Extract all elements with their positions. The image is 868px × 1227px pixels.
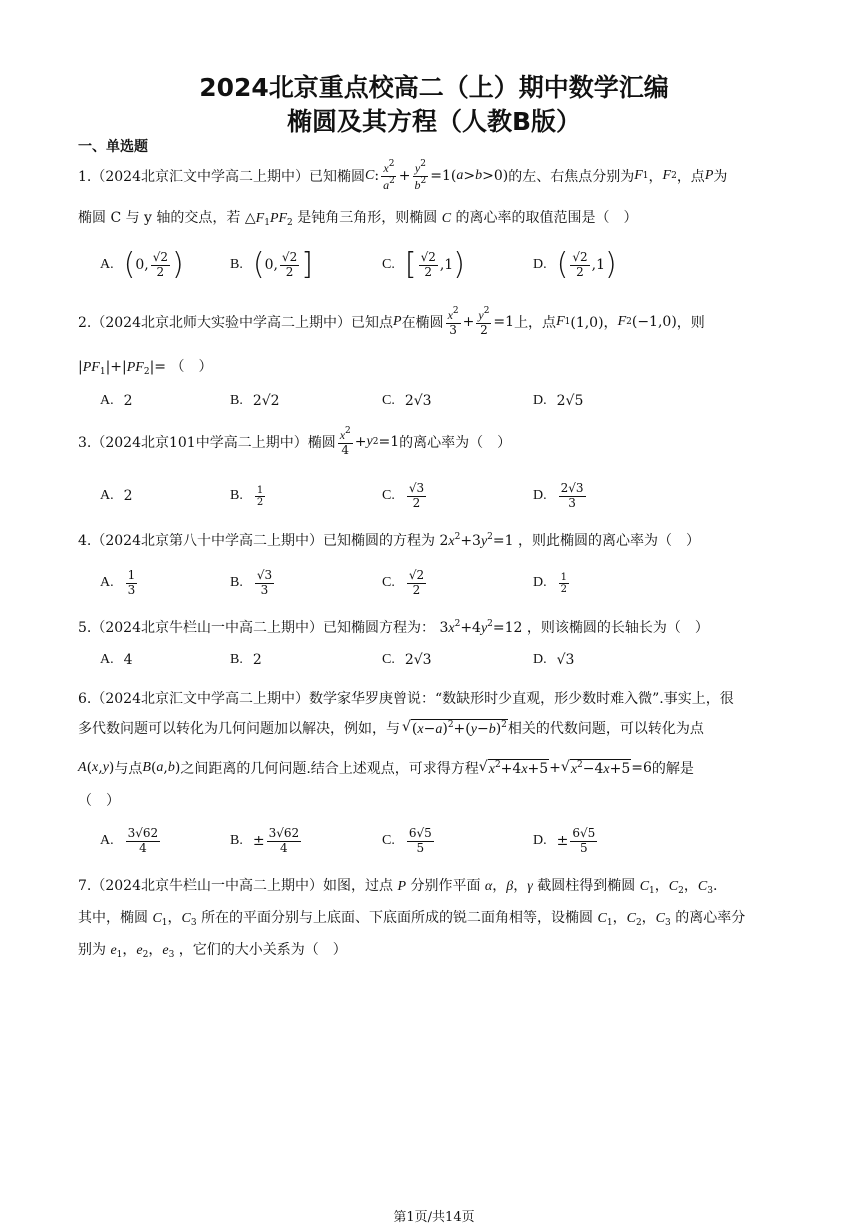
q7-text-c: 截圆柱得到椭圆 <box>537 878 636 894</box>
q2-text-a: 2.（2024北京北师大实验中学高二上期中）已知点 <box>78 315 393 331</box>
q1-point-p: P <box>704 168 714 183</box>
option-d: D. ( $\frac{√2}{2}$ ,1 ) <box>533 247 617 282</box>
q5-text-b: ，则该椭圆的长轴长为（ ） <box>526 620 709 636</box>
question-6-line-3: A ( x , y ) 与点 B ( a , b ) 之间距离的几何问题.结合上述观点，可求得方程 √ $x^2+4x+5$ + √ $x^2-4x+5$ =6 的解是 <box>78 758 694 777</box>
question-2-line-1: 2.（2024北京北师大实验中学高二上期中）已知点 P 在椭圆 $\frac{x^2}{3}$ + $\frac{y^2}{2}$ =1 上，点 F 1 (1,0)， F 2 (−1,0) ，则 <box>78 306 705 337</box>
question-7-line-2: 其中，椭圆 $C_1$，$C_3$ 所在的平面分别与上底面、下底面所成的锐二面角相等，设椭圆 $C_1$，$C_2$，$C_3$ 的离心率分 <box>78 910 746 928</box>
q7-text-h: ，它们的大小关系为（ ） <box>178 942 347 958</box>
question-6-options: A. $\frac{3√62}{4}$ B. ± $\frac{3√62}{4}$ C. $\frac{6√5}{5}$ D. ± $\frac{6√5}{5}$ <box>100 826 596 855</box>
q7-text-e: 所在的平面分别与上底面、下底面所成的锐二面角相等，设椭圆 <box>201 910 594 926</box>
q7-text-b: 分别作平面 <box>410 878 481 894</box>
q7-text-d: 其中，椭圆 <box>78 910 148 926</box>
question-1-line-2: 椭圆 C 与 y 轴的交点，若 $\triangle F_1PF_2$ 是钝角三角形，则椭圆 C 的离心率的取值范围是（ ） <box>78 210 638 228</box>
q6-text-a: 多代数问题可以转化为几何问题加以解决，例如，与 <box>78 721 400 737</box>
q4-text-a: 4.（2024北京第八十中学高二上期中）已知椭圆的方程为 <box>78 533 435 549</box>
option-b: B. ( 0, $\frac{√2}{2}$ ] <box>230 247 313 282</box>
question-2-options: A. 2 B. 2√2 C. 2√3 D. 2√5 <box>100 393 584 409</box>
q1-text-c: ，点 <box>676 169 705 185</box>
q1-text-b: 的左、右焦点分别为 <box>508 169 635 185</box>
section-heading: 一、单选题 <box>78 139 148 155</box>
q6-text-e: 的解是 <box>651 761 694 777</box>
q6-text-c: 与点 <box>114 761 143 777</box>
q2-text-c: 上，点 <box>514 315 557 331</box>
document-subtitle: 椭圆及其方程（人教B版） <box>286 107 582 136</box>
q6-text-b: 相关的代数问题，可以转化为点 <box>507 721 704 737</box>
q7-text-f: 的离心率分 <box>675 910 746 926</box>
option-a: A. ( 0, $\frac{√2}{2}$ ) <box>100 247 184 282</box>
q1-text-d: 为 <box>713 169 728 185</box>
q1-text-g: 的离心率的取值范围是（ ） <box>455 210 638 226</box>
question-2-line-2: $|PF_1|+|PF_2|=$ （ ） <box>78 359 213 377</box>
question-5-line-1: 5.（2024北京牛栏山一中高二上期中）已知椭圆方程为： $3x^2+4y^2=12$ ，则该椭圆的长轴长为（ ） <box>78 619 709 636</box>
question-6-line-2: 多代数问题可以转化为几何问题加以解决，例如，与 √ $(x-a)^2+(y-b)^2$ 相关的代数问题，可以转化为点 <box>78 718 704 737</box>
q1-text-a: 1.（2024北京汇文中学高二上期中）已知椭圆 <box>78 169 365 185</box>
q2-text-e: （ ） <box>170 359 213 375</box>
document-title: 2024北京重点校高二（上）期中数学汇编 <box>199 73 669 102</box>
question-7-line-3: 别为 $e_1$，$e_2$，$e_3$ ，它们的大小关系为（ ） <box>78 942 347 960</box>
option-c: C. [ $\frac{√2}{2}$ ,1 ) <box>382 247 465 282</box>
question-1-line-1: 1.（2024北京汇文中学高二上期中）已知椭圆 C : $\frac{x^2}{a^2}$ + $\frac{y^2}{b^2}$ =1( a > b >0) 的左、右焦点分别为 F 1 ， F 2 ，点 P 为 <box>78 159 728 192</box>
q3-text-b: 的离心率为（ ） <box>399 435 512 451</box>
question-7-line-1: 7.（2024北京牛栏山一中高二上期中）如图，过点 P 分别作平面 α，β，γ 截圆柱得到椭圆 $C_1$，$C_2$，$C_3$. <box>78 878 718 896</box>
question-3-line-1: 3.（2024北京101中学高二上期中）椭圆 $\frac{x^2}{4}$ + y 2 =1 的离心率为（ ） <box>78 426 512 457</box>
page-footer: 第1页/共14页 <box>393 1210 475 1225</box>
question-4-line-1: 4.（2024北京第八十中学高二上期中）已知椭圆的方程为 $2x^2+3y^2=1$ ，则此椭圆的离心率为（ ） <box>78 532 700 549</box>
q7-text-g: 别为 <box>78 942 106 958</box>
q6-text-d: 之间距离的几何问题.结合上述观点，可求得方程 <box>180 761 479 777</box>
question-3-options: A. 2 B. $\frac{1}{2}$ C. $\frac{√3}{2}$ D. $\frac{2√3}{3}$ <box>100 481 584 510</box>
question-6-line-4: （ ） <box>78 793 120 809</box>
q3-text-a: 3.（2024北京101中学高二上期中）椭圆 <box>78 435 336 451</box>
question-5-options: A. 4 B. 2 C. 2√3 D. √3 <box>100 652 575 668</box>
q4-text-b: ，则此椭圆的离心率为（ ） <box>518 533 700 549</box>
q1-text-f: 是钝角三角形，则椭圆 <box>297 210 438 226</box>
question-1-options <box>100 244 800 286</box>
q2-text-d: ，则 <box>676 315 705 331</box>
question-4-options: A. $\frac{1}{3}$ B. $\frac{√3}{3}$ C. $\frac{√2}{2}$ D. $\frac{1}{2}$ <box>100 568 567 597</box>
question-6-line-1: 6.（2024北京汇文中学高二上期中）数学家华罗庚曾说：“数缺形时少直观，形少数时难入微”.事实上，很 <box>78 691 734 707</box>
q7-text-a: 7.（2024北京牛栏山一中高二上期中）如图，过点 <box>78 878 393 894</box>
q5-text-a: 5.（2024北京牛栏山一中高二上期中）已知椭圆方程为： <box>78 620 435 636</box>
q2-text-b: 在椭圆 <box>401 315 444 331</box>
q1-text-e: 椭圆 C 与 y 轴的交点，若 <box>78 210 241 226</box>
